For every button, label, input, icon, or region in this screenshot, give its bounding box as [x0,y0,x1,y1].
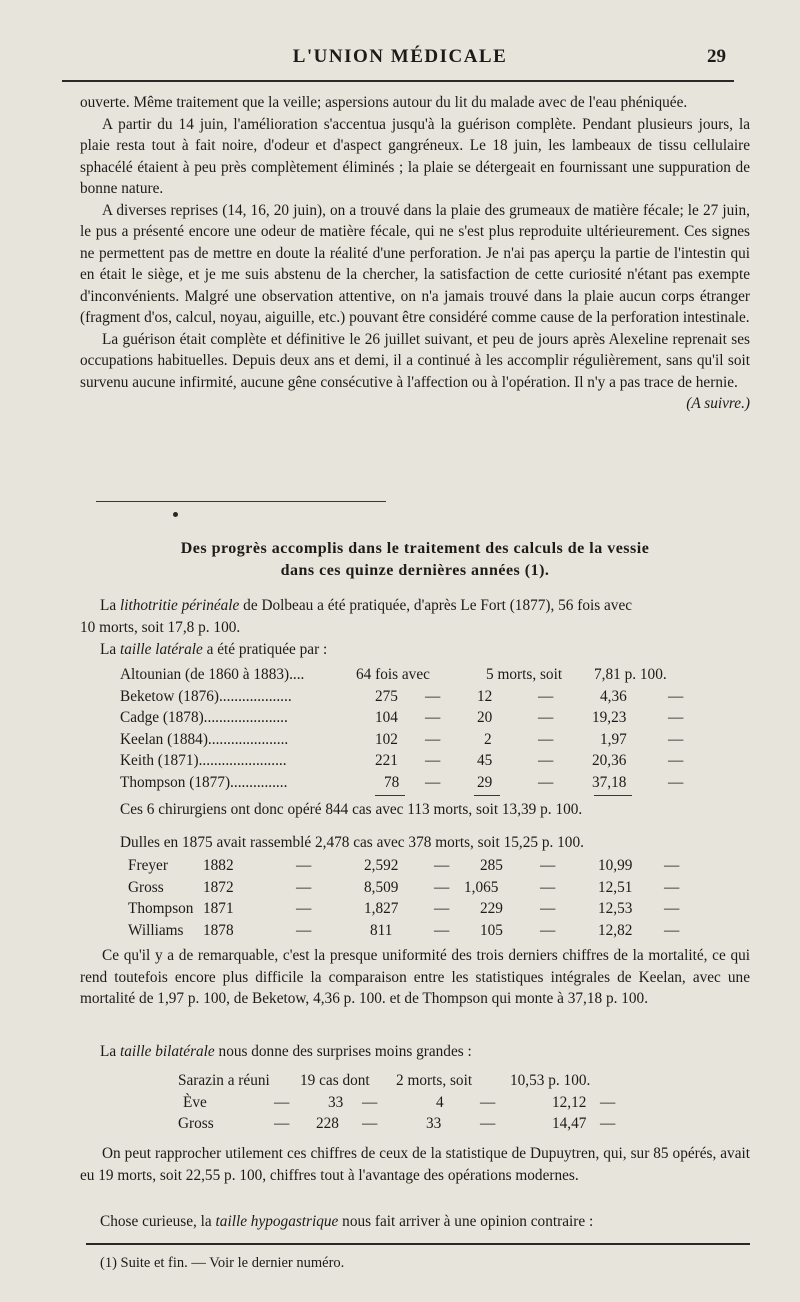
section-title [80,538,750,582]
surgeon: Thompson (1877)............... [120,773,288,791]
surgeon: Keith (1871)....................... [120,752,287,769]
sum-rule [474,795,500,796]
page-header [0,46,800,76]
cases: 1,827 [364,900,399,917]
table-row [120,750,720,772]
dulles-line: Dulles en 1875 avait rassemblé 2,478 cas avec 378 morts, soit 15,25 p. 100. [120,834,584,851]
table-row [120,664,720,686]
cases: 64 fois avec [356,666,430,683]
bilaterale-table [178,1070,658,1135]
term: taille bilatérale [119,1043,215,1060]
footnote-rule [86,1243,750,1245]
term: taille latérale [119,641,203,658]
rate: 12,82 [598,921,633,939]
deaths: 105 [480,921,503,939]
table-row [128,877,688,899]
perineale-line [100,597,632,615]
deaths: 2 morts, soit [396,1072,473,1089]
cases: 19 cas dont [300,1072,370,1089]
table-row [120,772,720,794]
section-title-line: dans ces quinze dernières années (1). [280,562,550,579]
remarkable-text [80,945,750,1010]
text: nous fait arriver à une opinion contraire : [338,1213,594,1230]
dash: — [664,900,680,917]
paragraph [80,329,750,412]
dash: — [538,687,554,705]
dash: — [425,773,441,791]
deaths: 285 [480,857,503,874]
surgeon: Gross [178,1115,214,1132]
deaths: 4 [436,1093,444,1111]
term: lithotritie périnéale [119,597,240,614]
dash: — [600,1115,616,1132]
rate: 10,99 [598,857,633,874]
dash: — [434,857,450,874]
dash: — [664,878,680,896]
paragraph-text: La guérison était complète et définitive le 26 juillet suivant, et peu de jours après Alexeline reprenait ses occupations habituelles. Depuis deux ans et demi, il a continué à les accomplir régulièrement, sans qu'il soit survenu aucune infirmité, aucune gêne consécutive à l'affection ou à l'opération. Il n'y a pas trace de hernie. [80,330,750,391]
year: 1872 [203,878,234,896]
deaths: 45 [477,752,493,769]
surgeon: Williams [128,921,184,939]
dash: — [538,709,554,726]
dash: — [296,900,312,917]
rate: 14,47 [552,1115,587,1132]
deaths: 29 [477,773,493,791]
surgeon: Keelan (1884)..................... [120,730,289,748]
table-row [128,920,688,942]
paragraph: A partir du 14 juin, l'amélioration s'accentua jusqu'à la guérison complète. Pendant plusieurs jours, la plaie resta tout à fait noire, d'odeur et d'aspect gangréneux. Le 18 juin, les lambeaux de tissu cellulaire sphacélé étaient à peu près complètement éliminés ; la plaie se détergeait en fournissant une suppuration de bonne nature. [80,115,750,197]
rate: 20,36 [592,752,627,769]
surgeon: Beketow (1876)................... [120,687,292,705]
table-row [178,1092,658,1114]
dash: — [480,1093,496,1111]
perineale-line-2: 10 morts, soit 17,8 p. 100. [80,619,241,636]
text: Chose curieuse, la [100,1213,216,1230]
surgeon: Cadge (1878)...................... [120,709,288,726]
dash: — [600,1093,616,1111]
text: La [100,597,120,614]
table-row [120,707,720,729]
cases: 104 [375,709,398,726]
dash: — [668,773,684,791]
rate: 12,12 [552,1093,587,1111]
dash: — [362,1093,378,1111]
text: La [100,1043,120,1060]
deaths: 2 [484,730,492,748]
cases: 275 [375,687,398,705]
hypogastrique-line [100,1213,593,1231]
intro-text [80,92,750,415]
total-line: Ces 6 chirurgiens ont donc opéré 844 cas avec 113 morts, soit 13,39 p. 100. [120,801,583,818]
cases: 78 [384,773,400,791]
dash: — [668,709,684,726]
year: 1871 [203,900,234,917]
sum-rule [594,795,632,796]
dupuytren-text [80,1143,750,1186]
dash: — [296,878,312,896]
cases: 811 [370,921,393,939]
paragraph: On peut rapprocher utilement ces chiffres de ceux de la statistique de Dupuytren, qui, sur 85 opérés, avait eu 19 morts, soit 22,55 p. 100, chiffres tout à l'avantage des opérations modernes. [80,1145,750,1184]
deaths: 20 [477,709,493,726]
surgeon: Sarazin a réuni [178,1072,270,1089]
cases: 228 [316,1115,339,1132]
cases: 33 [328,1093,344,1111]
dash: — [664,857,680,874]
rate: 1,97 [600,730,627,748]
sum-rule [375,795,405,796]
dash: — [425,730,441,748]
laterale-table [120,664,720,793]
section-title-line: Des progrès accomplis dans le traitement des calculs de la vessie [180,540,650,557]
dash: — [540,857,556,874]
table-row [120,686,720,708]
deaths: 12 [477,687,493,705]
rate: 7,81 p. 100. [594,666,667,683]
table-row [120,729,720,751]
text: de Dolbeau a été pratiquée, d'après Le Fort (1877), 56 fois avec [239,597,633,614]
dash: — [434,921,450,939]
surgeon: Ève [183,1093,207,1111]
dash: — [480,1115,496,1132]
running-title: L'UNION MÉDICALE [292,46,508,67]
surgeon: Thompson [128,900,194,917]
cases: 2,592 [364,857,399,874]
rate: 37,18 [592,773,627,791]
dash: — [664,921,680,939]
dash: — [425,752,441,769]
dash: — [425,687,441,705]
rate: 12,51 [598,878,633,896]
table-row [128,855,688,877]
footnote: (1) Suite et fin. — Voir le dernier numéro. [100,1255,345,1271]
cases: 102 [375,730,398,748]
section-separator [96,501,386,502]
cases: 8,509 [364,878,399,896]
surgeon: Freyer [128,857,168,874]
dash: — [362,1115,378,1132]
table-row [128,898,688,920]
dulles-table [128,855,688,941]
term: taille hypogastrique [215,1213,339,1230]
dash: — [540,878,556,896]
bilaterale-line [100,1043,472,1061]
rate: 10,53 p. 100. [510,1072,591,1089]
page-number: 29 [707,46,726,67]
text: nous donne des surprises moins grandes : [214,1043,472,1060]
dash: — [538,773,554,791]
dash: — [668,730,684,748]
header-rule [62,80,734,82]
dash: — [540,900,556,917]
ornament-dot [173,512,178,517]
dash: — [296,921,312,939]
deaths: 5 morts, soit [486,666,563,683]
to-follow-note: (A suivre.) [686,395,750,412]
table-row [178,1113,658,1135]
surgeon: Gross [128,878,164,896]
deaths: 33 [426,1115,442,1132]
deaths: 1,065 [464,878,499,896]
rate: 19,23 [592,709,627,726]
text: La [100,641,120,658]
paragraph: ouverte. Même traitement que la veille; aspersions autour du lit du malade avec de l'eau phéniquée. [80,94,688,111]
dash: — [668,687,684,705]
dash: — [668,752,684,769]
deaths: 229 [480,900,503,917]
year: 1882 [203,857,234,874]
cases: 221 [375,752,398,769]
dash: — [434,878,450,896]
rate: 4,36 [600,687,627,705]
paragraph: A diverses reprises (14, 16, 20 juin), on a trouvé dans la plaie des grumeaux de matière fécale; le 27 juin, le pus a présenté encore une odeur de matière fécale, qui ne s'est plus reproduite ultérieurement. Ces signes ne permettent pas de mettre en doute la réalité d'une perforation. Je n'ai pas aperçu la partie de l'intestin qui en était le siège, et je me suis abstenu de la chercher, la satisfaction de cette curiosité n'étant pas exempte d'inconvénients. Malgré une observation attentive, on n'a jamais trouvé dans la plaie aucun corps étranger (fragment d'os, calcul, noyau, aiguille, etc.) pouvant être considéré comme cause de la perforation intestinale. [80,201,750,326]
dash: — [434,900,450,917]
laterale-line [100,641,327,659]
dash: — [538,730,554,748]
dash: — [274,1093,290,1111]
table-row [178,1070,658,1092]
year: 1878 [203,921,234,939]
dash: — [274,1115,290,1132]
dash: — [540,921,556,939]
text: a été pratiquée par : [202,641,328,658]
rate: 12,53 [598,900,633,917]
dash: — [538,752,554,769]
dash: — [296,857,312,874]
surgeon: Altounian (de 1860 à 1883).... [120,666,305,683]
paragraph: Ce qu'il y a de remarquable, c'est la presque uniformité des trois derniers chiffres de la mortalité, ce qui rend toutefois encore plus difficile la comparaison entre les statistiques intégrales de Keelan, avec une mortalité de 1,97 p. 100, de Beketow, 4,36 p. 100. et de Thompson qui monte à 37,18 p. 100. [80,947,750,1007]
dash: — [425,709,441,726]
